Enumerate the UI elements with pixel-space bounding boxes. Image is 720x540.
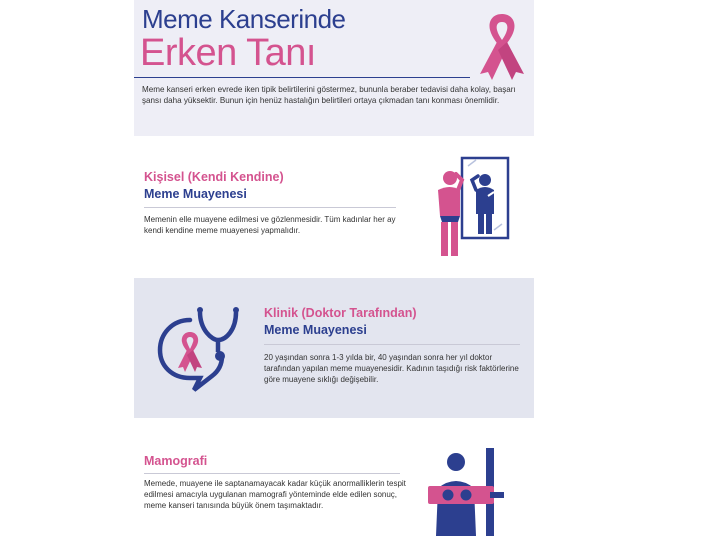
clinical-exam-heading-pink: Klinik (Doktor Tarafından)	[264, 306, 417, 320]
self-exam-divider	[144, 207, 396, 208]
mammography-heading: Mamografi	[144, 454, 208, 468]
infographic-poster	[134, 0, 534, 540]
pink-ribbon-icon	[476, 8, 528, 80]
title-line-2: Erken Tanı	[140, 32, 316, 74]
title-divider	[134, 77, 470, 78]
mammography-text: Memede, muayene ile saptanamayacak kadar küçük anormalliklerin tespit edilmesi amacıyla uygulanan mamografi yönteminde elde edilen sonuç, meme kanseri tanısında büyük önem taşımaktadır.	[144, 479, 406, 510]
mammography-machine-icon	[424, 448, 510, 536]
clinical-exam-heading-blue: Meme Muayenesi	[264, 323, 367, 337]
intro-text: Meme kanseri erken evrede iken tipik belirtilerini göstermez, bununla beraber tedavisi daha kolay, başarı şansı daha yüksektir. Bunun için henüz hastalığın belirtileri ortaya çıkmadan tanı konması önemlidir.	[142, 85, 516, 105]
self-exam-heading-pink: Kişisel (Kendi Kendine)	[144, 170, 284, 184]
title-line-1: Meme Kanserinde	[142, 4, 346, 34]
self-exam-text: Memenin elle muayene edilmesi ve gözlenmesidir. Tüm kadınlar her ay kendi kendine meme muayenesi yapmalıdır.	[144, 215, 396, 235]
section-mammography	[134, 418, 534, 540]
stethoscope-ribbon-icon	[154, 302, 240, 400]
header-panel	[134, 0, 534, 136]
mirror-self-exam-icon	[432, 156, 512, 260]
self-exam-heading-blue: Meme Muayenesi	[144, 187, 247, 201]
section-self-exam	[134, 136, 534, 270]
mammography-divider	[144, 473, 400, 474]
section-clinical-exam	[134, 278, 534, 418]
clinical-exam-divider	[264, 344, 520, 345]
clinical-exam-text: 20 yaşından sonra 1-3 yılda bir, 40 yaşından sonra her yıl doktor tarafından yapılan meme muayenesidir. Kadının taşıdığı risk faktörlerine göre muayene sıklığı değişebilir.	[264, 353, 519, 384]
